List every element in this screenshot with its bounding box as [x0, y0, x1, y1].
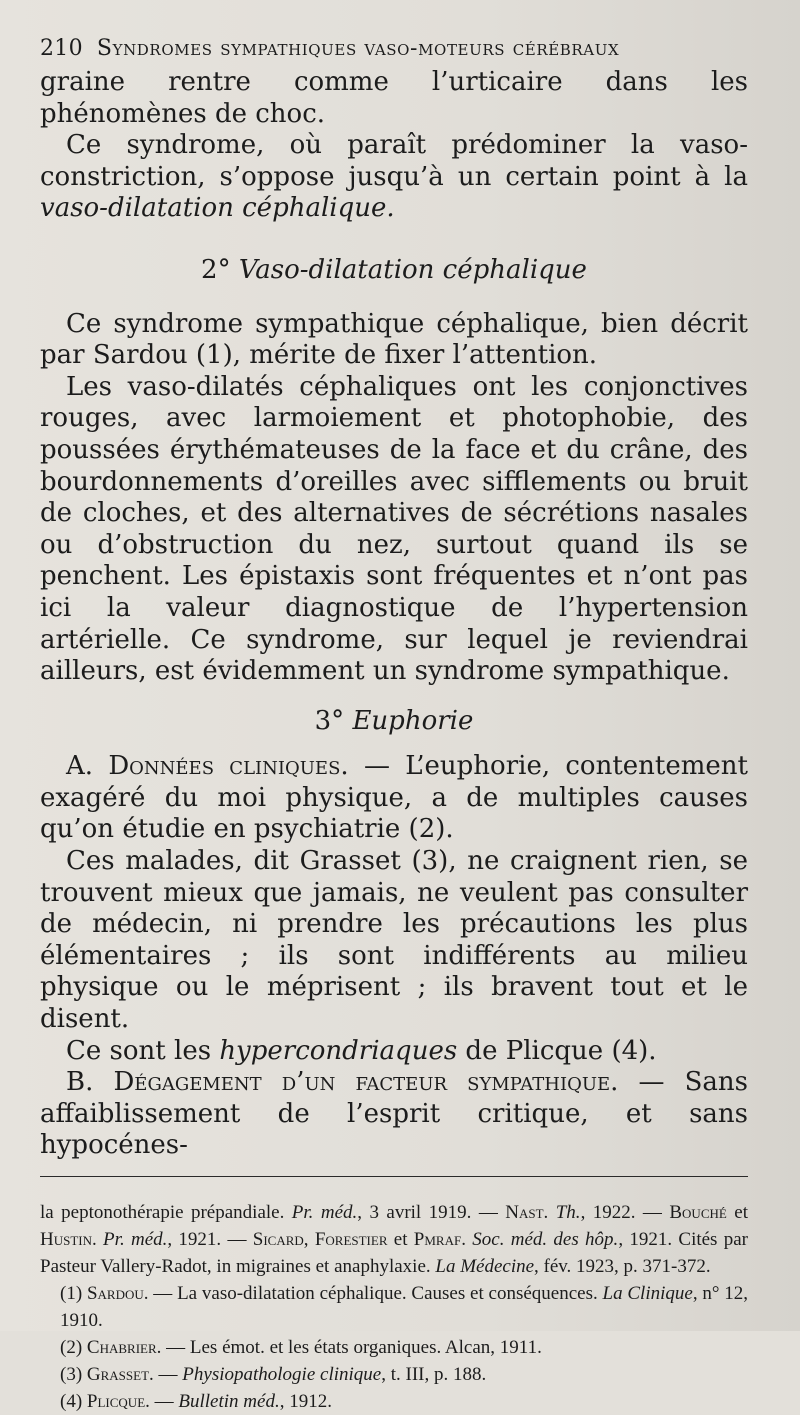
footnote-4: (4) Plicque. — Bulletin méd., 1912.: [60, 1391, 332, 1412]
footnote-1: (1) Sardou. — La vaso-dilatation céphalique. Causes et conséquences. La Clinique, n° 12, 1910.: [60, 1283, 748, 1331]
footnote-2: (2) Chabrier. — Les émot. et les états organiques. Alcan, 1911.: [60, 1337, 542, 1358]
paragraph: graine rentre comme l’urticaire dans les phénomènes de choc.: [40, 67, 748, 129]
footnote-3: (3) Grasset. — Physiopathologie clinique, t. III, p. 188.: [60, 1364, 487, 1385]
paragraph: Ce syndrome, où paraît prédominer la vaso-constriction, s’oppose jusqu’à un certain point à la vaso-dilatation céphalique.: [40, 130, 748, 224]
section-heading-2: 2° Vaso-dilatation céphalique: [201, 254, 587, 285]
section-heading-3: 3° Euphorie: [314, 705, 474, 736]
paragraph: Ce sont les hypercondriaques de Plicque (4).: [66, 1035, 657, 1066]
paragraph: Ce syndrome sympathique céphalique, bien décrit par Sardou (1), mérite de fixer l’attention.: [40, 308, 748, 371]
paragraph: Les vaso-dilatés céphaliques ont les conjonctives rouges, avec larmoiement et photophobie, des poussées érythémateuses de la face et du crâne, des bourdonnements d’oreilles avec sifflements ou bruit de cloches, et des alternatives de sécrétions nasales ou d’obstruction du nez, surtout quand ils se penchent. Les épistaxis sont fréquentes et n’ont pas ici la valeur diagnostique de l’hypertension artérielle. Ce syndrome, sur lequel je reviendrai ailleurs, est évidemment un syndrome sympathique.: [40, 371, 748, 687]
paragraph: A. Données cliniques. — L’euphorie, contentement exagéré du moi physique, a de multiples causes qu’on étudie en psychiatrie (2).: [40, 751, 748, 845]
body-text: [40, 67, 748, 1162]
footnote-continuation: la peptonothérapie prépandiale. Pr. méd., 3 avril 1919. — Nast. Th., 1922. — Bouché et Hustin. Pr. méd., 1921. — Sicard, Forestier et Pmraf. Soc. méd. des hôp., 1921. Cités par Pasteur Vallery-Radot, in migraines et anaphylaxie. La Médecine, fév. 1923, p. 371-372.: [40, 1202, 748, 1277]
paragraph: B. Dégagement d’un facteur sympathique. — Sans affaiblissement de l’esprit critique, et sans hypocénes-: [40, 1067, 748, 1161]
page-number: 210: [40, 36, 83, 61]
footnotes: [40, 1199, 748, 1415]
running-head-title: Syndromes sympathiques vaso-moteurs cérébraux: [96, 36, 620, 61]
running-head: [40, 36, 748, 61]
paragraph: Ces malades, dit Grasset (3), ne craignent rien, se trouvent mieux que jamais, ne veulent pas consulter de médecin, ni prendre les précautions les plus élémentaires ; ils sont indifférents au milieu physique ou le méprisent ; ils bravent tout et le disent.: [40, 846, 748, 1035]
footnote-divider: [40, 1176, 748, 1177]
